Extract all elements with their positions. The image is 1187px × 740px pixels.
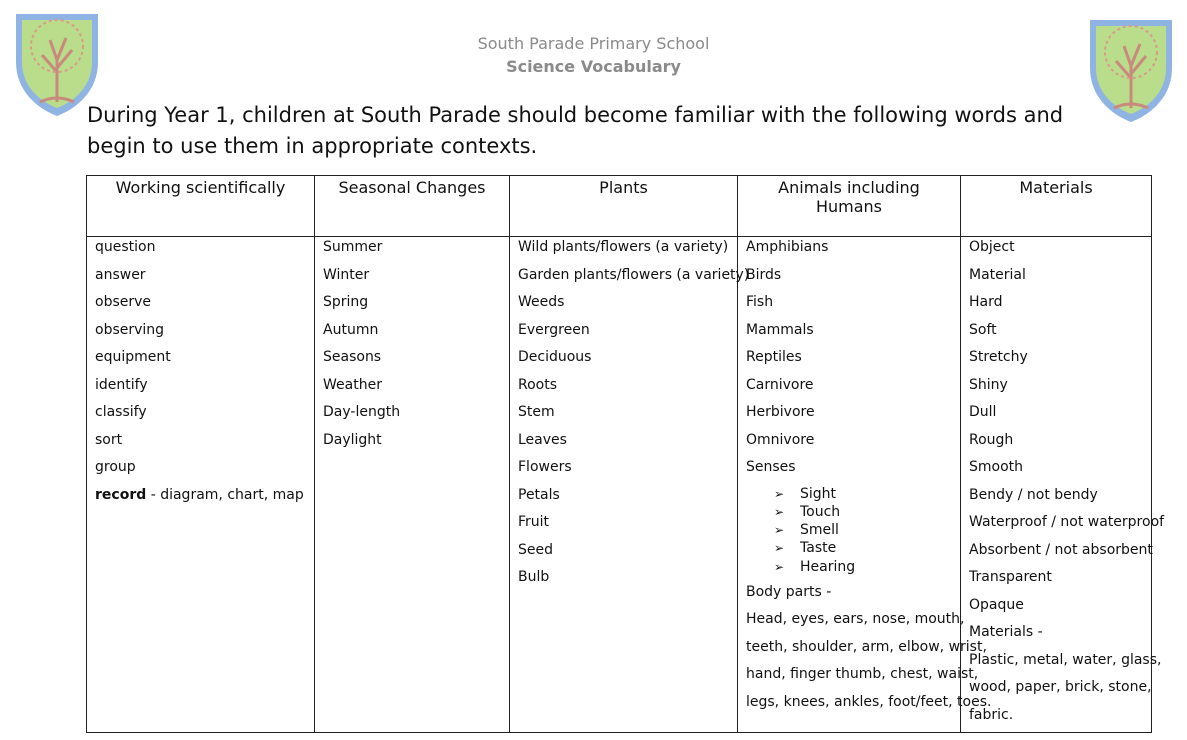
list-item: Summer <box>323 239 383 255</box>
arrow-bullet-icon: ➢ <box>774 486 785 501</box>
list-item: sort <box>95 431 123 448</box>
list-item: Autumn <box>323 321 379 338</box>
list-item: Omnivore <box>746 431 815 448</box>
list-item: Transparent <box>969 569 1052 585</box>
sense-item <box>774 558 954 576</box>
list-item: Absorbent / not absorbent <box>969 541 1153 558</box>
list-item: Stretchy <box>969 349 1028 365</box>
list-item: Object <box>969 239 1015 255</box>
list-item: Fish <box>746 294 774 310</box>
header-seasonal-changes: Seasonal Changes <box>315 176 510 237</box>
list-item <box>95 485 308 513</box>
list-item: Rough <box>969 431 1014 448</box>
list-item: Spring <box>323 294 369 310</box>
sense-item <box>774 521 954 539</box>
list-item: Flowers <box>518 459 572 475</box>
sense-item <box>774 485 954 503</box>
list-item: observing <box>95 321 165 338</box>
list-item: Reptiles <box>746 349 802 365</box>
list-item: Seasons <box>323 349 382 365</box>
list-item: Bulb <box>518 569 550 585</box>
list-item: Smooth <box>969 459 1024 475</box>
header-working-scientifically: Working scientifically <box>87 176 315 237</box>
vocabulary-table <box>86 175 1165 733</box>
arrow-bullet-icon: ➢ <box>774 541 785 556</box>
senses-list <box>746 485 954 576</box>
list-item: Seed <box>518 541 553 558</box>
header-animals: Animals including Humans <box>738 176 961 237</box>
list-item: answer <box>95 266 146 283</box>
arrow-bullet-icon: ➢ <box>774 559 785 574</box>
list-item: Deciduous <box>518 349 592 365</box>
list-item: Stem <box>518 404 555 420</box>
list-item: Daylight <box>323 431 382 448</box>
sense-label: Hearing <box>800 558 856 575</box>
list-item: Material <box>969 266 1026 283</box>
list-item: Weeds <box>518 294 565 310</box>
sense-label: Smell <box>800 522 839 539</box>
sense-item <box>774 503 954 521</box>
list-item: Shiny <box>969 376 1008 393</box>
list-item: observe <box>95 294 152 310</box>
list-item: Evergreen <box>518 321 590 338</box>
list-item: fabric. <box>969 706 1014 723</box>
column-working-scientifically <box>87 237 315 733</box>
list-item: Amphibians <box>746 239 829 255</box>
list-item: equipment <box>95 349 171 365</box>
list-item: Fruit <box>518 514 550 530</box>
list-item: Carnivore <box>746 376 814 393</box>
list-item: group <box>95 459 136 475</box>
list-item: Birds <box>746 266 782 283</box>
column-seasonal-changes <box>315 237 510 733</box>
record-word: record <box>95 486 147 503</box>
list-item: wood, paper, brick, stone, <box>969 679 1152 695</box>
column-plants <box>510 237 750 733</box>
list-item: Herbivore <box>746 404 815 420</box>
intro-paragraph: During Year 1, children at South Parade should become familiar with the following words and begin to use them in appropriate contexts. <box>87 103 1064 158</box>
list-item: Senses <box>746 459 796 475</box>
list-item: Leaves <box>518 431 567 448</box>
list-item: question <box>95 239 156 255</box>
column-materials <box>961 237 1165 733</box>
list-item: Bendy / not bendy <box>969 486 1098 503</box>
list-item: Plastic, metal, water, glass, <box>969 651 1162 668</box>
list-item: Petals <box>518 486 560 503</box>
list-item: Garden plants/flowers (a variety) <box>518 266 750 283</box>
list-item: Winter <box>323 266 370 283</box>
arrow-bullet-icon: ➢ <box>774 523 785 538</box>
list-item: Head, eyes, ears, nose, mouth, <box>746 611 965 628</box>
list-item: Dull <box>969 404 997 420</box>
school-name: South Parade Primary School <box>477 34 710 53</box>
list-item: Weather <box>323 376 382 393</box>
sense-label: Sight <box>800 485 837 502</box>
list-item: Soft <box>969 321 997 338</box>
list-item: Wild plants/flowers (a variety) <box>518 239 729 255</box>
list-item: Mammals <box>746 321 814 338</box>
list-item: classify <box>95 404 147 420</box>
record-detail: - diagram, chart, map <box>146 486 304 503</box>
list-item: teeth, shoulder, arm, elbow, wrist, <box>746 638 987 655</box>
list-item: Waterproof / not waterproof <box>969 514 1165 530</box>
header-materials: Materials <box>961 176 1152 237</box>
list-item: Opaque <box>969 596 1024 613</box>
sense-item <box>774 539 954 557</box>
list-item: identify <box>95 376 148 393</box>
list-item: Roots <box>518 376 558 393</box>
header-plants: Plants <box>510 176 738 237</box>
list-item: hand, finger thumb, chest, waist, <box>746 666 979 683</box>
list-item: Body parts - <box>746 583 832 600</box>
list-item: Day-length <box>323 404 401 420</box>
document-subtitle: Science Vocabulary <box>506 57 681 76</box>
sense-label: Taste <box>800 540 837 557</box>
list-item: Materials - <box>969 624 1043 640</box>
arrow-bullet-icon: ➢ <box>774 504 785 519</box>
list-item: Hard <box>969 294 1003 310</box>
list-item: legs, knees, ankles, foot/feet, toes. <box>746 693 992 710</box>
sense-label: Touch <box>800 503 841 520</box>
